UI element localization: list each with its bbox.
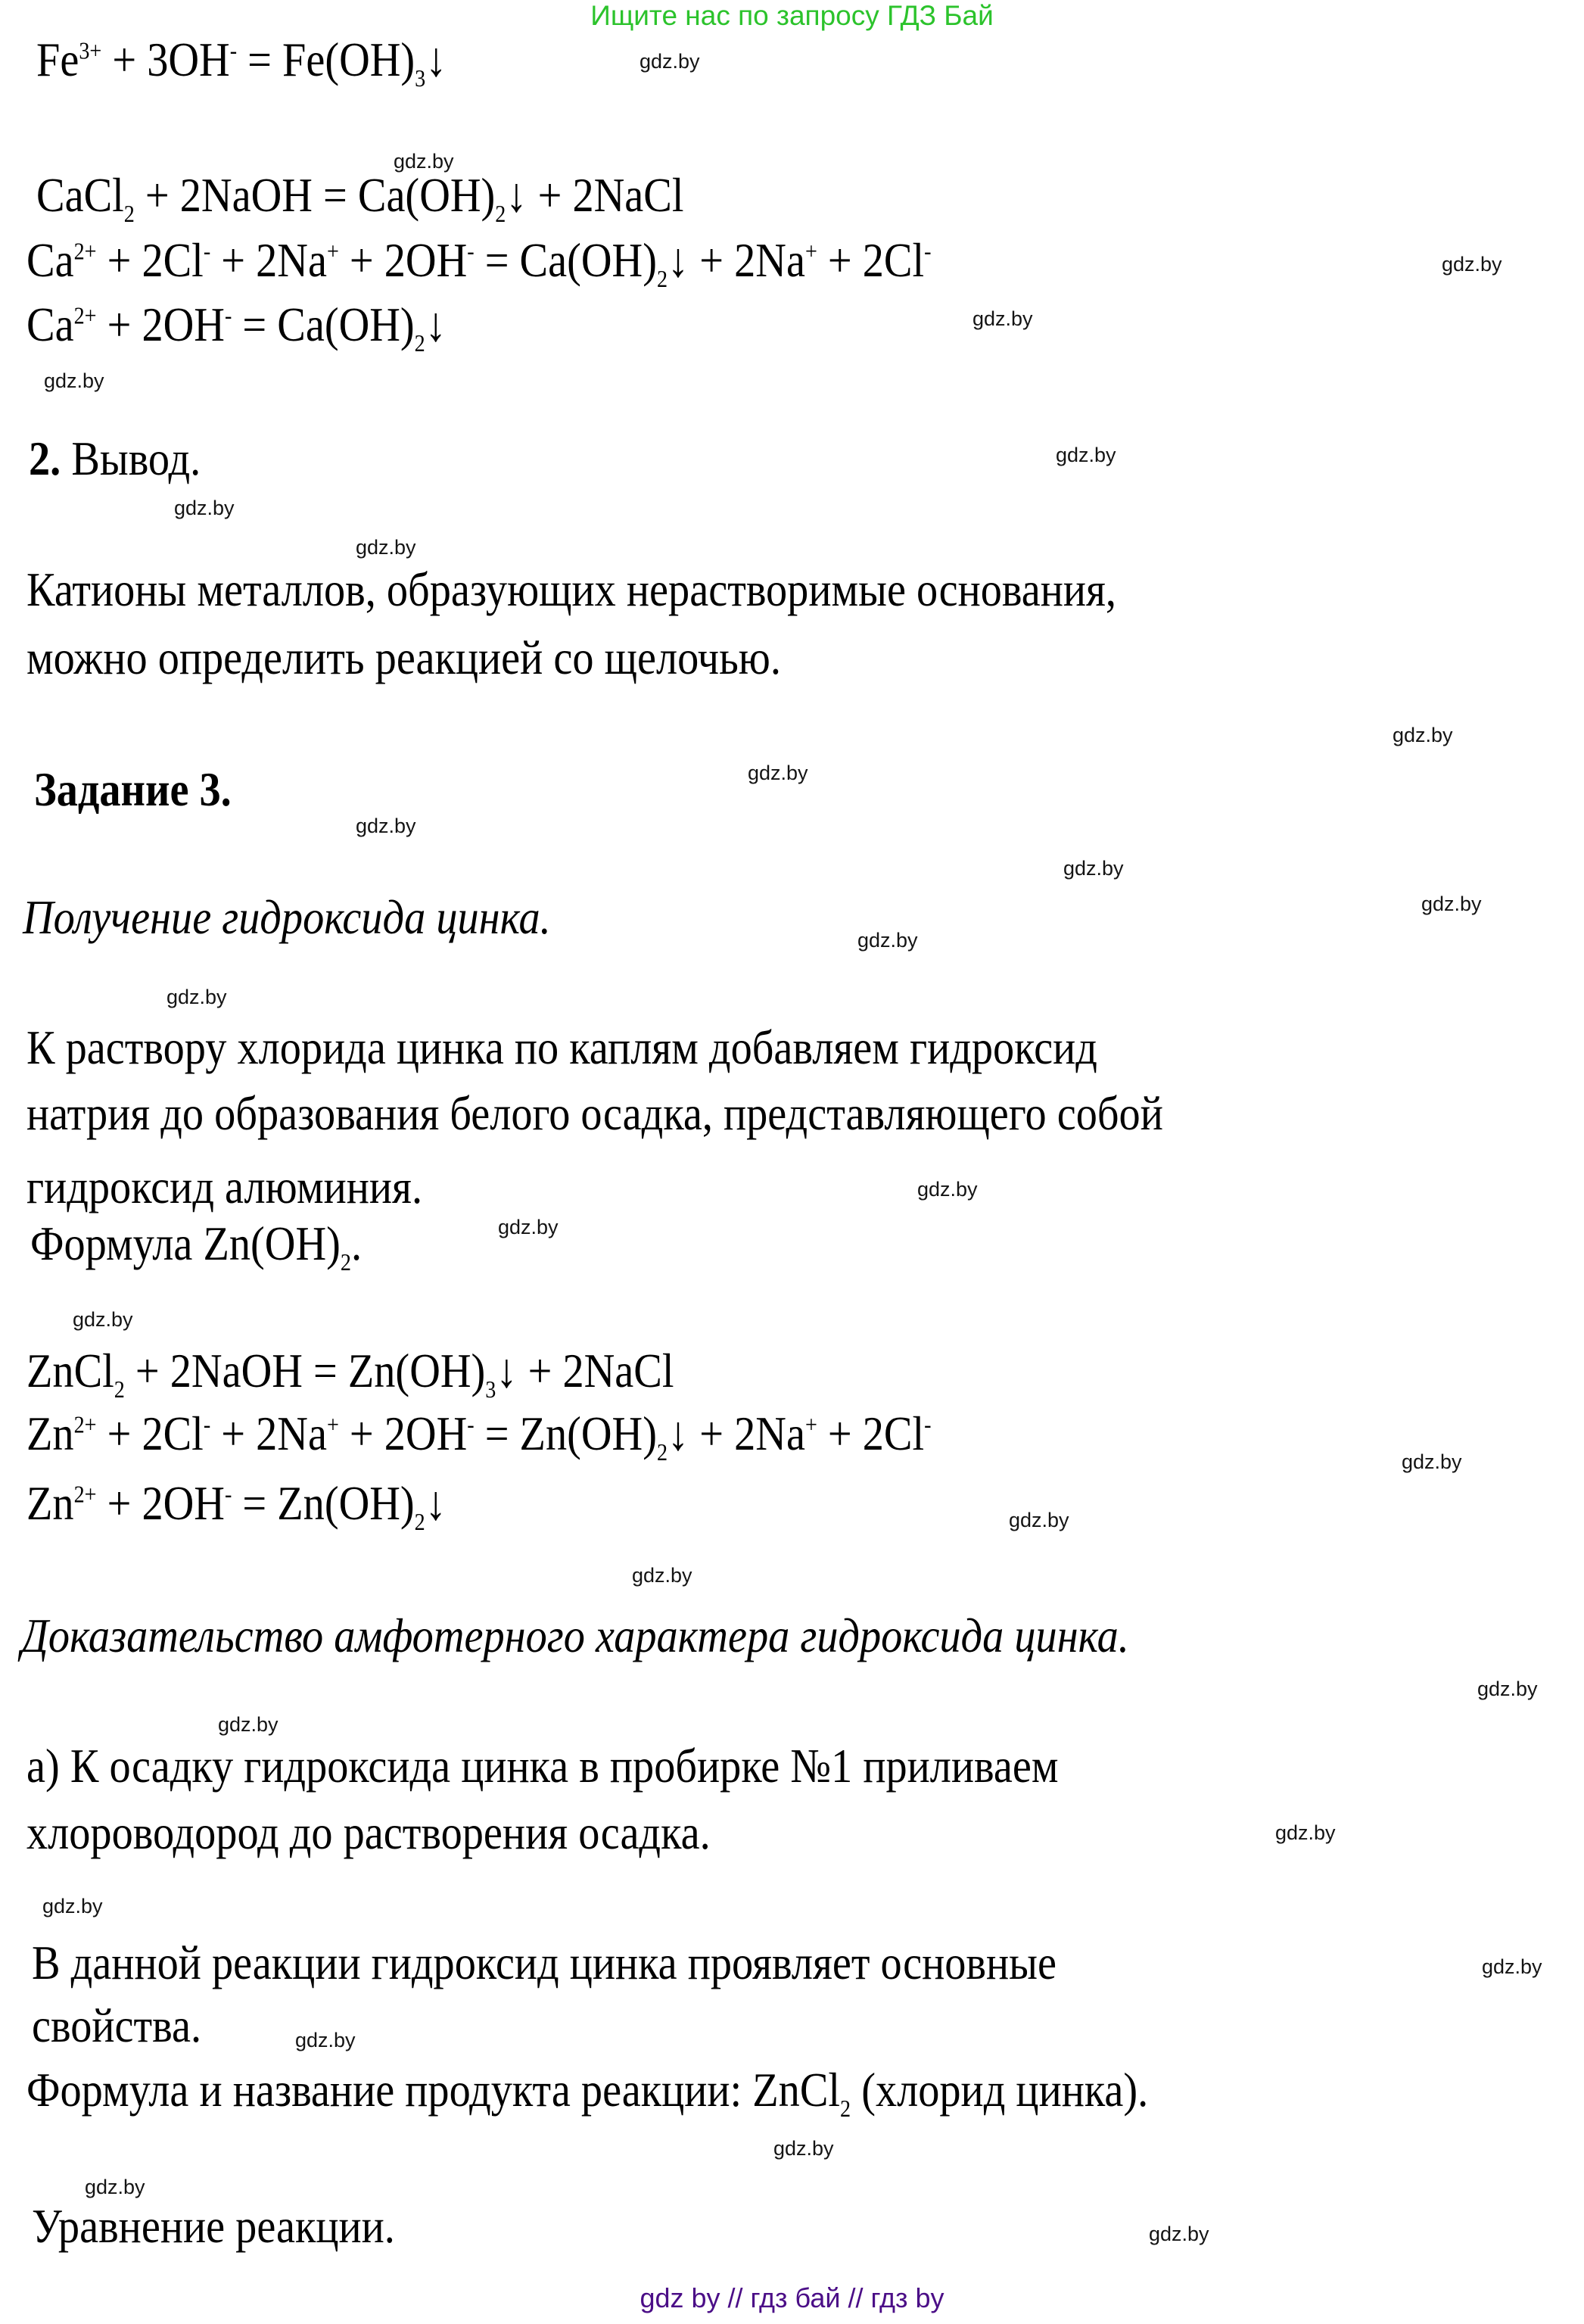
heading-task-3: Задание 3.	[34, 762, 232, 816]
gdz-watermark: gdz.by	[174, 497, 235, 519]
gdz-watermark: gdz.by	[917, 1178, 978, 1201]
equation-fe-hydroxide: $Fe^{3+} + 3OH^-$ = $Fe(OH)_3↓$	[36, 33, 447, 92]
subtitle-zinc-hydroxide: Получение гидроксида цинка.	[23, 890, 551, 944]
procedure-line-2: натрия до образования белого осадка, представляющего собой	[26, 1086, 1163, 1140]
gdz-watermark: gdz.by	[166, 986, 227, 1008]
heading-conclusion: 2. Вывод.	[29, 431, 201, 485]
gdz-watermark: gdz.by	[1442, 253, 1502, 276]
gdz-watermark: gdz.by	[1149, 2223, 1209, 2245]
gdz-watermark: gdz.by	[1056, 444, 1116, 466]
equation-zncl2-naoh: ZnCl$_2$ + 2NaOH = $Zn(OH)_3↓$ + 2NaCl	[26, 1344, 674, 1403]
equation-zn-full-ionic: $Zn^{2+} + 2Cl^- + 2Na^+ + 2OH^-$ = $Zn(OH)_2↓ + 2Na^+ + 2Cl^-$	[26, 1407, 932, 1466]
gdz-watermark: gdz.by	[498, 1216, 559, 1238]
equation-cacl2-naoh: CaCl$_2$ + 2NaOH = $Ca(OH)_2↓$ + 2NaCl	[36, 168, 684, 227]
gdz-watermark: gdz.by	[85, 2176, 145, 2198]
step-a-line-2: хлороводород до растворения осадка.	[26, 1805, 711, 1859]
gdz-watermark: gdz.by	[1393, 724, 1453, 746]
gdz-watermark: gdz.by	[1482, 1955, 1542, 1978]
procedure-line-3: гидроксид алюминия.	[26, 1160, 423, 1213]
gdz-watermark: gdz.by	[1275, 1821, 1336, 1844]
gdz-watermark: gdz.by	[857, 929, 918, 952]
equation-zn-net-ionic: $Zn^{2+} + 2OH^-$ = $Zn(OH)_2↓$	[26, 1476, 447, 1535]
gdz-watermark: gdz.by	[1421, 893, 1482, 915]
promo-banner: Ищите нас по запросу ГДЗ Бай	[590, 0, 994, 31]
conclusion-line-2: можно определить реакцией со щелочью.	[26, 631, 781, 684]
procedure-line-1: К раствору хлорида цинка по каплям добавляем гидроксид	[26, 1020, 1097, 1074]
formula-zinc-hydroxide: Формула $Zn(OH)_2$.	[30, 1217, 363, 1276]
gdz-watermark: gdz.by	[748, 762, 808, 784]
product-formula: Формула и название продукта реакции: ZnCl$_2$ (хлорид цинка).	[26, 2063, 1149, 2122]
step-a-line-1: а) К осадку гидроксида цинка в пробирке №1 приливаем	[26, 1739, 1059, 1793]
gdz-watermark: gdz.by	[632, 1564, 692, 1587]
reaction-equation-label: Уравнение реакции.	[32, 2199, 395, 2253]
gdz-watermark: gdz.by	[1477, 1678, 1538, 1700]
gdz-watermark: gdz.by	[356, 815, 416, 837]
gdz-watermark: gdz.by	[972, 307, 1033, 330]
basic-properties-line-1: В данной реакции гидроксид цинка проявляет основные	[32, 1936, 1057, 1989]
footer-links: gdz by // гдз бай // гдз by	[640, 2282, 944, 2313]
gdz-watermark: gdz.by	[295, 2029, 356, 2051]
subtitle-amphoteric-proof: Доказательство амфотерного характера гидроксида цинка.	[21, 1609, 1129, 1662]
gdz-watermark: gdz.by	[394, 150, 454, 173]
gdz-watermark: gdz.by	[218, 1713, 279, 1736]
gdz-watermark: gdz.by	[773, 2137, 834, 2160]
conclusion-line-1: Катионы металлов, образующих нерастворимые основания,	[26, 562, 1117, 616]
gdz-watermark: gdz.by	[1063, 857, 1124, 880]
equation-ca-net-ionic: $Ca^{2+} + 2OH^-$ = $Ca(OH)_2↓$	[26, 298, 447, 357]
gdz-watermark: gdz.by	[1009, 1509, 1069, 1531]
equation-ca-full-ionic: $Ca^{2+} + 2Cl^- + 2Na^+ + 2OH^-$ = $Ca(OH)_2↓ + 2Na^+ + 2Cl^-$	[26, 233, 932, 292]
gdz-watermark: gdz.by	[1402, 1450, 1462, 1473]
gdz-watermark: gdz.by	[640, 50, 700, 73]
gdz-watermark: gdz.by	[44, 369, 104, 392]
basic-properties-line-2: свойства.	[32, 1998, 202, 2052]
gdz-watermark: gdz.by	[42, 1895, 103, 1917]
gdz-watermark: gdz.by	[73, 1308, 133, 1331]
gdz-watermark: gdz.by	[356, 536, 416, 559]
